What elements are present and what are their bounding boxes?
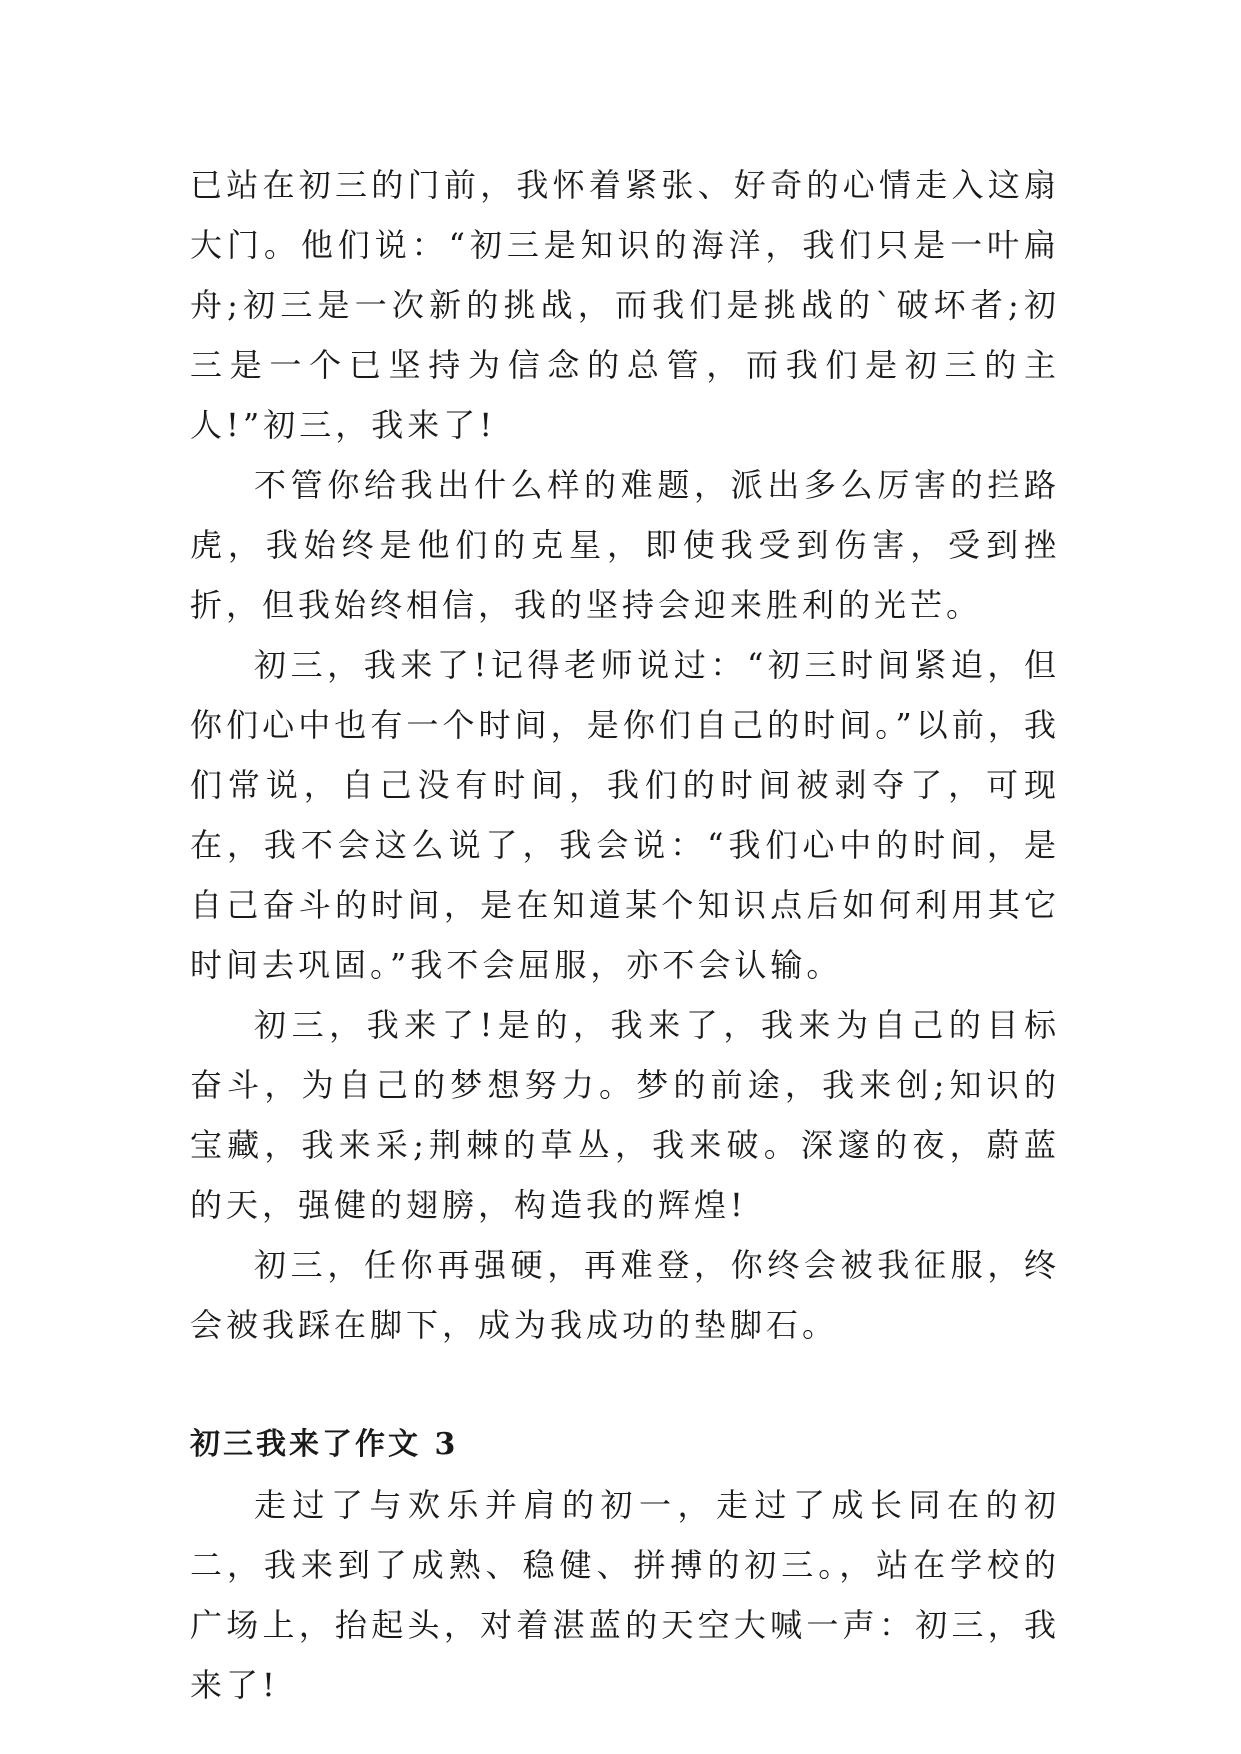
paragraph-4: 初三，我来了!是的，我来了，我来为自己的目标奋斗，为自己的梦想努力。梦的前途，我来创;知识的宝藏，我来采;荆棘的草丛，我来破。深邃的夜，蔚蓝的天，强健的翅膀，构造我的辉煌!: [190, 1006, 1060, 1224]
paragraph-5: 初三，任你再强硬，再难登，你终会被我征服，终会被我踩在脚下，成为我成功的垫脚石。: [190, 1246, 1060, 1344]
document-body: [190, 155, 1060, 1715]
section-paragraph-1: 走过了与欢乐并肩的初一，走过了成长同在的初二，我来到了成熟、稳健、拼搏的初三。，站在学校的广场上，抬起头，对着湛蓝的天空大喊一声：初三，我来了!: [190, 1486, 1060, 1704]
paragraph-3: 初三，我来了!记得老师说过：“初三时间紧迫，但你们心中也有一个时间，是你们自己的时间。”以前，我们常说，自己没有时间，我们的时间被剥夺了，可现在，我不会这么说了，我会说：“我们心中的时间，是自己奋斗的时间，是在知道某个知识点后如何利用其它时间去巩固。”我不会屈服，亦不会认输。: [190, 646, 1060, 984]
section-title: 初三我来了作文 3: [190, 1427, 459, 1462]
paragraph-1: 已站在初三的门前，我怀着紧张、好奇的心情走入这扇大门。他们说：“初三是知识的海洋，我们只是一叶扁舟;初三是一次新的挑战，而我们是挑战的`破坏者;初三是一个已坚持为信念的总管，而我们是初三的主人!”初三，我来了!: [190, 166, 1060, 444]
paragraph-2: 不管你给我出什么样的难题，派出多么厉害的拦路虎，我始终是他们的克星，即使我受到伤害，受到挫折，但我始终相信，我的坚持会迎来胜利的光芒。: [190, 466, 1060, 624]
